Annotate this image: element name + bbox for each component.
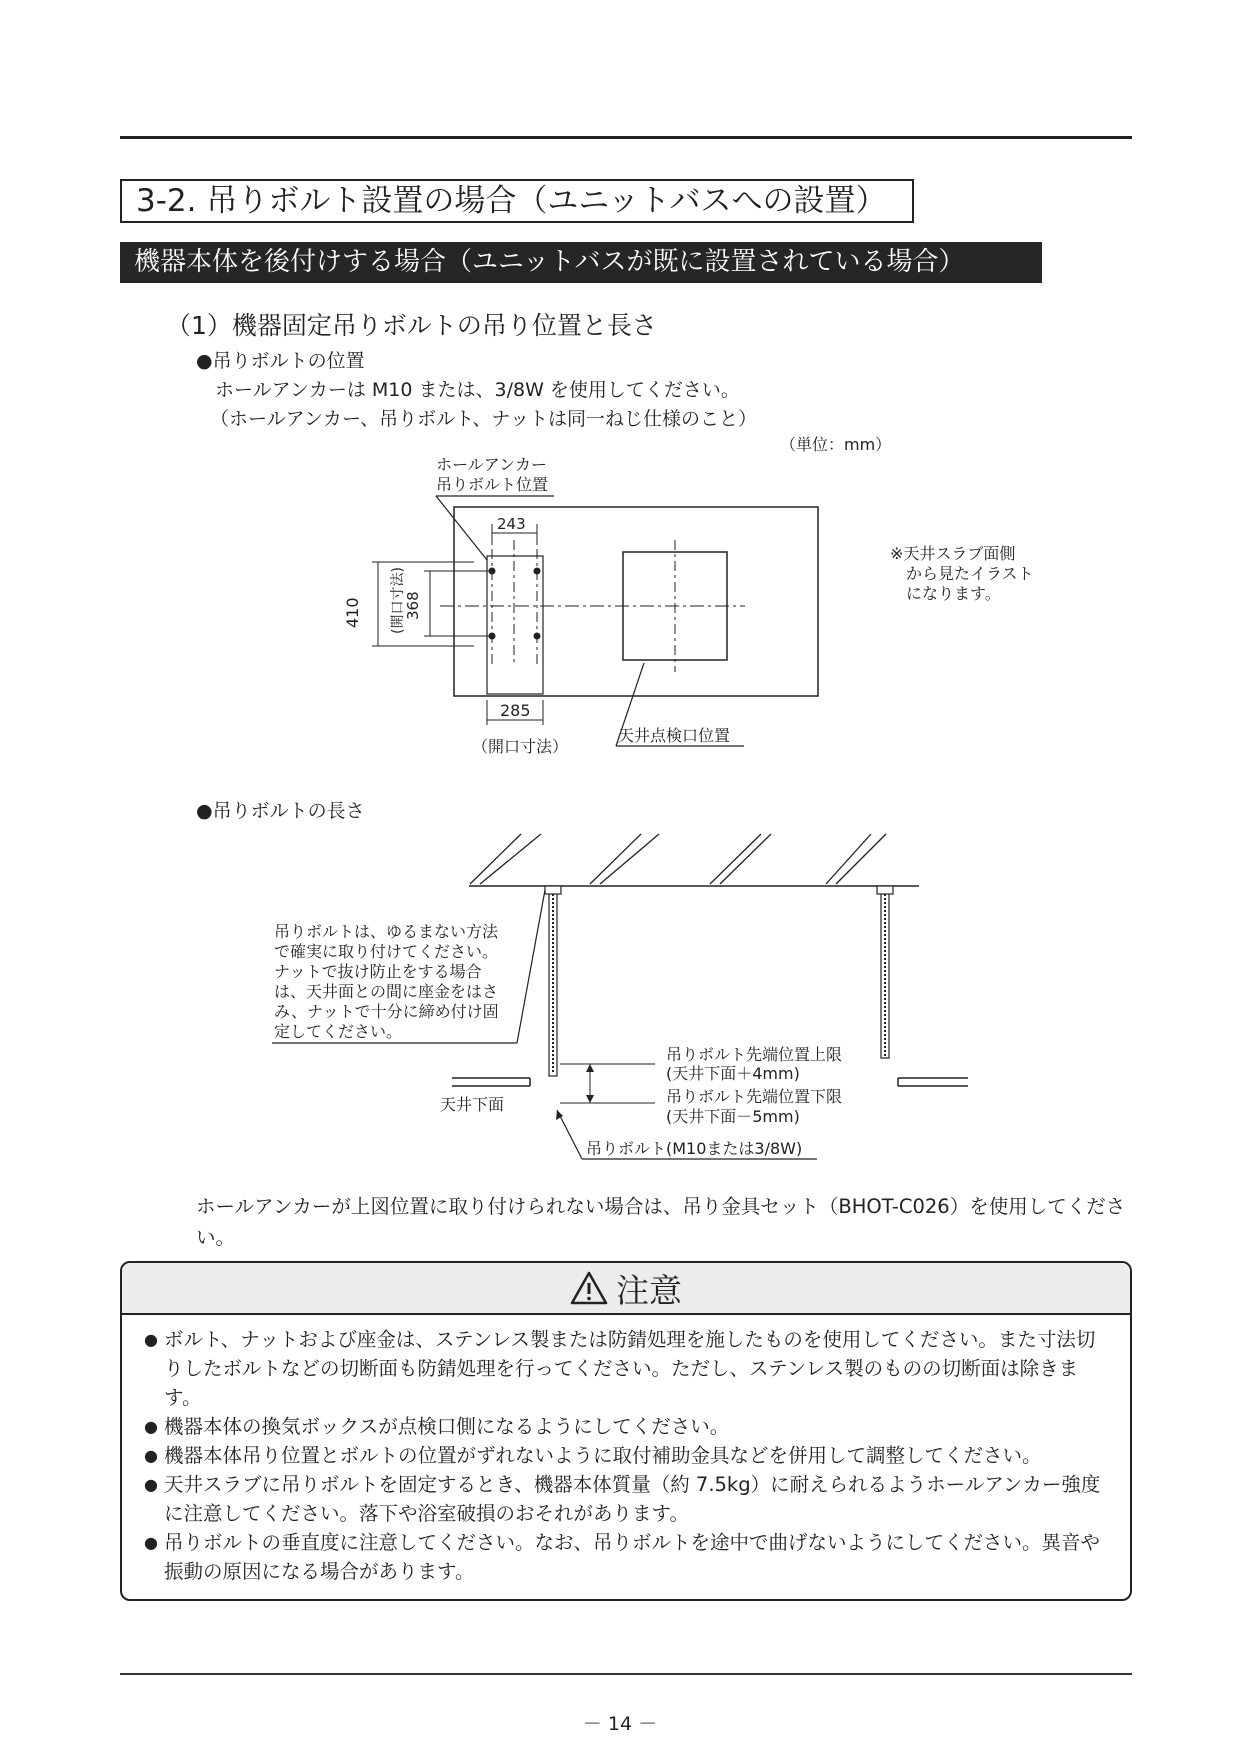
heading: （1）機器固定吊りボルトの吊り位置と長さ	[166, 311, 657, 340]
subsection-title: 機器本体を後付けする場合（ユニットバスが既に設置されている場合）	[120, 242, 1042, 283]
caution-item: ● 機器本体の換気ボックスが点検口側になるようにしてください。	[144, 1412, 1112, 1441]
page-number: － 14 －	[582, 1713, 658, 1735]
caution-header	[122, 1263, 1130, 1315]
note-line-3: は、天井面との間に座金をはさ	[274, 982, 499, 1001]
caution-item: ● 機器本体吊り位置とボルトの位置がずれないように取付補助金具などを併用して調整してください。	[144, 1441, 1112, 1470]
bolt-position-bullet: ●吊りボルトの位置	[196, 350, 365, 372]
lower-limit-1: 吊りボルト先端位置下限	[666, 1087, 843, 1106]
bolt-position-line1: ホールアンカーは M10 または、3/8W を使用してください。	[215, 379, 740, 401]
lower-limit-2: (天井下面－5mm)	[666, 1107, 800, 1126]
bolt-position-line2: （ホールアンカー、吊りボルト、ナットは同一ねじ仕様のこと）	[210, 408, 758, 430]
dim-285: 285	[500, 701, 531, 720]
anchor-label-1: ホールアンカー	[436, 455, 548, 474]
bolt-position-diagram	[0, 0, 1240, 780]
bottom-rule	[120, 1673, 1132, 1675]
caution-title: 注意	[616, 1270, 682, 1310]
dim-368: 368	[404, 591, 422, 620]
note-line-1: ※天井スラブ面側	[890, 544, 1016, 563]
warning-icon	[570, 1271, 608, 1305]
bolt-length-diagram	[0, 820, 1240, 1180]
note-line-2: ナットで抜け防止をする場合	[274, 962, 482, 981]
paragraph: ホールアンカーが上図位置に取り付けられない場合は、吊り金具セット（BHOT-C026）を使用してください。	[196, 1195, 1126, 1249]
opening-h-label: （開口寸法）	[472, 737, 569, 756]
bolt-length-bullet: ●吊りボルトの長さ	[196, 800, 365, 822]
caution-item: ● ボルト、ナットおよび座金は、ステンレス製または防錆処理を施したものを使用してください。また寸法切りしたボルトなどの切断面も防錆処理を行ってください。ただし、ステンレス製のものの切断面は除きます。	[144, 1325, 1112, 1412]
note-line-0: 吊りボルトは、ゆるまない方法	[274, 922, 499, 941]
ceiling-label: 天井下面	[440, 1095, 505, 1114]
caution-box	[120, 1261, 1132, 1601]
caution-list	[122, 1315, 1130, 1586]
dim-410: 410	[343, 597, 362, 628]
bolt-opening	[487, 556, 543, 694]
unit-label: （単位：mm）	[780, 435, 892, 454]
inspection-label: 天井点検口位置	[618, 726, 731, 745]
section-title: 3-2. 吊りボルト設置の場合（ユニットバスへの設置）	[120, 179, 914, 223]
note-line-3: になります。	[906, 584, 1001, 603]
note-line-5: 定してください。	[274, 1022, 403, 1041]
bolt-label: 吊りボルト(M10または3/8W)	[586, 1139, 803, 1158]
caution-item: ● 天井スラブに吊りボルトを固定するとき、機器本体質量（約 7.5kg）に耐えられるようホールアンカー強度に注意してください。落下や浴室破損のおそれがあります。	[144, 1470, 1112, 1528]
anchor-label-2: 吊りボルト位置	[436, 475, 549, 494]
note-line-4: み、ナットで十分に締め付け固	[274, 1002, 499, 1021]
opening-v-label: (開口寸法)	[390, 567, 406, 634]
note-line-1: で確実に取り付けてください。	[274, 942, 499, 961]
upper-limit-1: 吊りボルト先端位置上限	[666, 1045, 843, 1064]
ceiling-slab-outline	[454, 507, 818, 696]
caution-item: ● 吊りボルトの垂直度に注意してください。なお、吊りボルトを途中で曲げないようにしてください。異音や振動の原因になる場合があります。	[144, 1528, 1112, 1586]
upper-limit-2: (天井下面＋4mm)	[666, 1064, 800, 1083]
dim-243: 243	[497, 515, 526, 533]
note-line-2: から見たイラスト	[906, 564, 1034, 583]
